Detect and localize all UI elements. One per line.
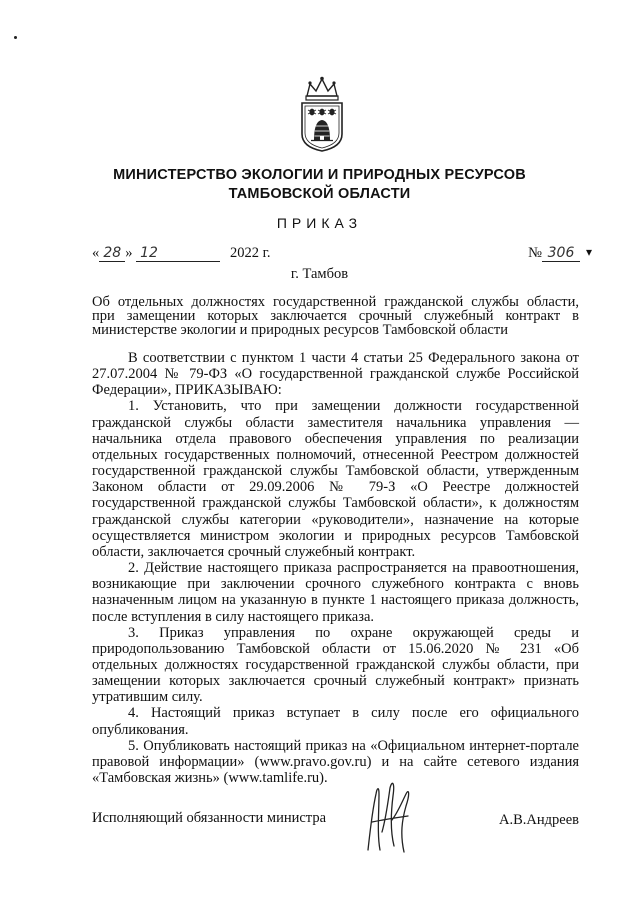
scan-speck (14, 36, 17, 39)
date-number-row (92, 245, 592, 267)
city: г. Тамбов (290, 266, 349, 282)
order-date (92, 245, 220, 262)
ministry-name-line2: ТАМБОВСКОЙ ОБЛАСТИ (228, 186, 411, 202)
signer-position: Исполняющий обязанности министра (92, 810, 327, 826)
number-prefix: № (528, 245, 542, 261)
body-paragraph: 2. Действие настоящего приказа распространяется на правоотношения, возникающие при заключении срочного служебного контракта с вновь назначенным лицом на указанную в пункте 1 настоящего приказа должность, после вступления в силу настоящего приказа. (92, 560, 579, 625)
ministry-name-line1: МИНИСТЕРСТВО ЭКОЛОГИИ И ПРИРОДНЫХ РЕСУРСОВ (113, 167, 526, 183)
body-paragraph: 3. Приказ управления по охране окружающей среды и природопользованию Тамбовской области от 15.06.2020 № 231 «Об отдельных должностях государственной гражданской службы области, при замещении которых заключается срочный служебный контракт» признать утратившим силу. (92, 624, 579, 706)
date-year: 2022 г. (230, 245, 271, 261)
date-month: 12 (136, 245, 220, 262)
order-body (92, 350, 579, 786)
body-paragraph: 5. Опубликовать настоящий приказ на «Официальном интернет-портале правовой информации» (www.pravo.gov.ru) и на сайте сетевого издания «Тамбовская жизнь» (www.tamlife.ru). (92, 737, 579, 787)
coat-of-arms-emblem (297, 76, 347, 152)
date-close-quote: » (125, 245, 133, 261)
signature-block (92, 810, 579, 840)
ministry-name (60, 166, 579, 204)
order-subject: Об отдельных должностях государственной гражданской службы области, при замещении которых заключается срочный служебный контракт в министерстве экологии и природных ресурсов Тамбовской области (92, 294, 579, 338)
document-title: ПРИКАЗ (276, 215, 363, 231)
number-value: 306 (542, 245, 580, 262)
body-paragraph: В соответствии с пунктом 1 части 4 статьи 25 Федерального закона от 27.07.2004 № 79-ФЗ «О государственной гражданской службе Российской Федерации», ПРИКАЗЫВАЮ: (92, 350, 579, 399)
number-mark: ▾ (585, 245, 592, 259)
date-open-quote: « (92, 245, 100, 261)
body-paragraph: 4. Настоящий приказ вступает в силу после его официального опубликования. (92, 705, 579, 738)
date-day: 28 (99, 245, 125, 262)
order-number (528, 245, 580, 262)
body-paragraph: 1. Установить, что при замещении должности государственной гражданской службы области заместителя начальника управления — начальника отдела правового обеспечения управления по реализации отдельных государственных полномочий, отнесенной Реестром должностей государственной гражданской службы Тамбовской области, утвержденным Законом области от 29.09.2006 № 79-З «О Реестре должностей государственной гражданской службы Тамбовской области», к должностям гражданской службы категории «руководители», назначение на которые осуществляется министром экологии и природных ресурсов Тамбовской области, заключается срочный служебный контракт. (92, 398, 579, 560)
handwritten-signature (362, 772, 414, 856)
signer-name: А.В.Андреев (499, 812, 579, 828)
